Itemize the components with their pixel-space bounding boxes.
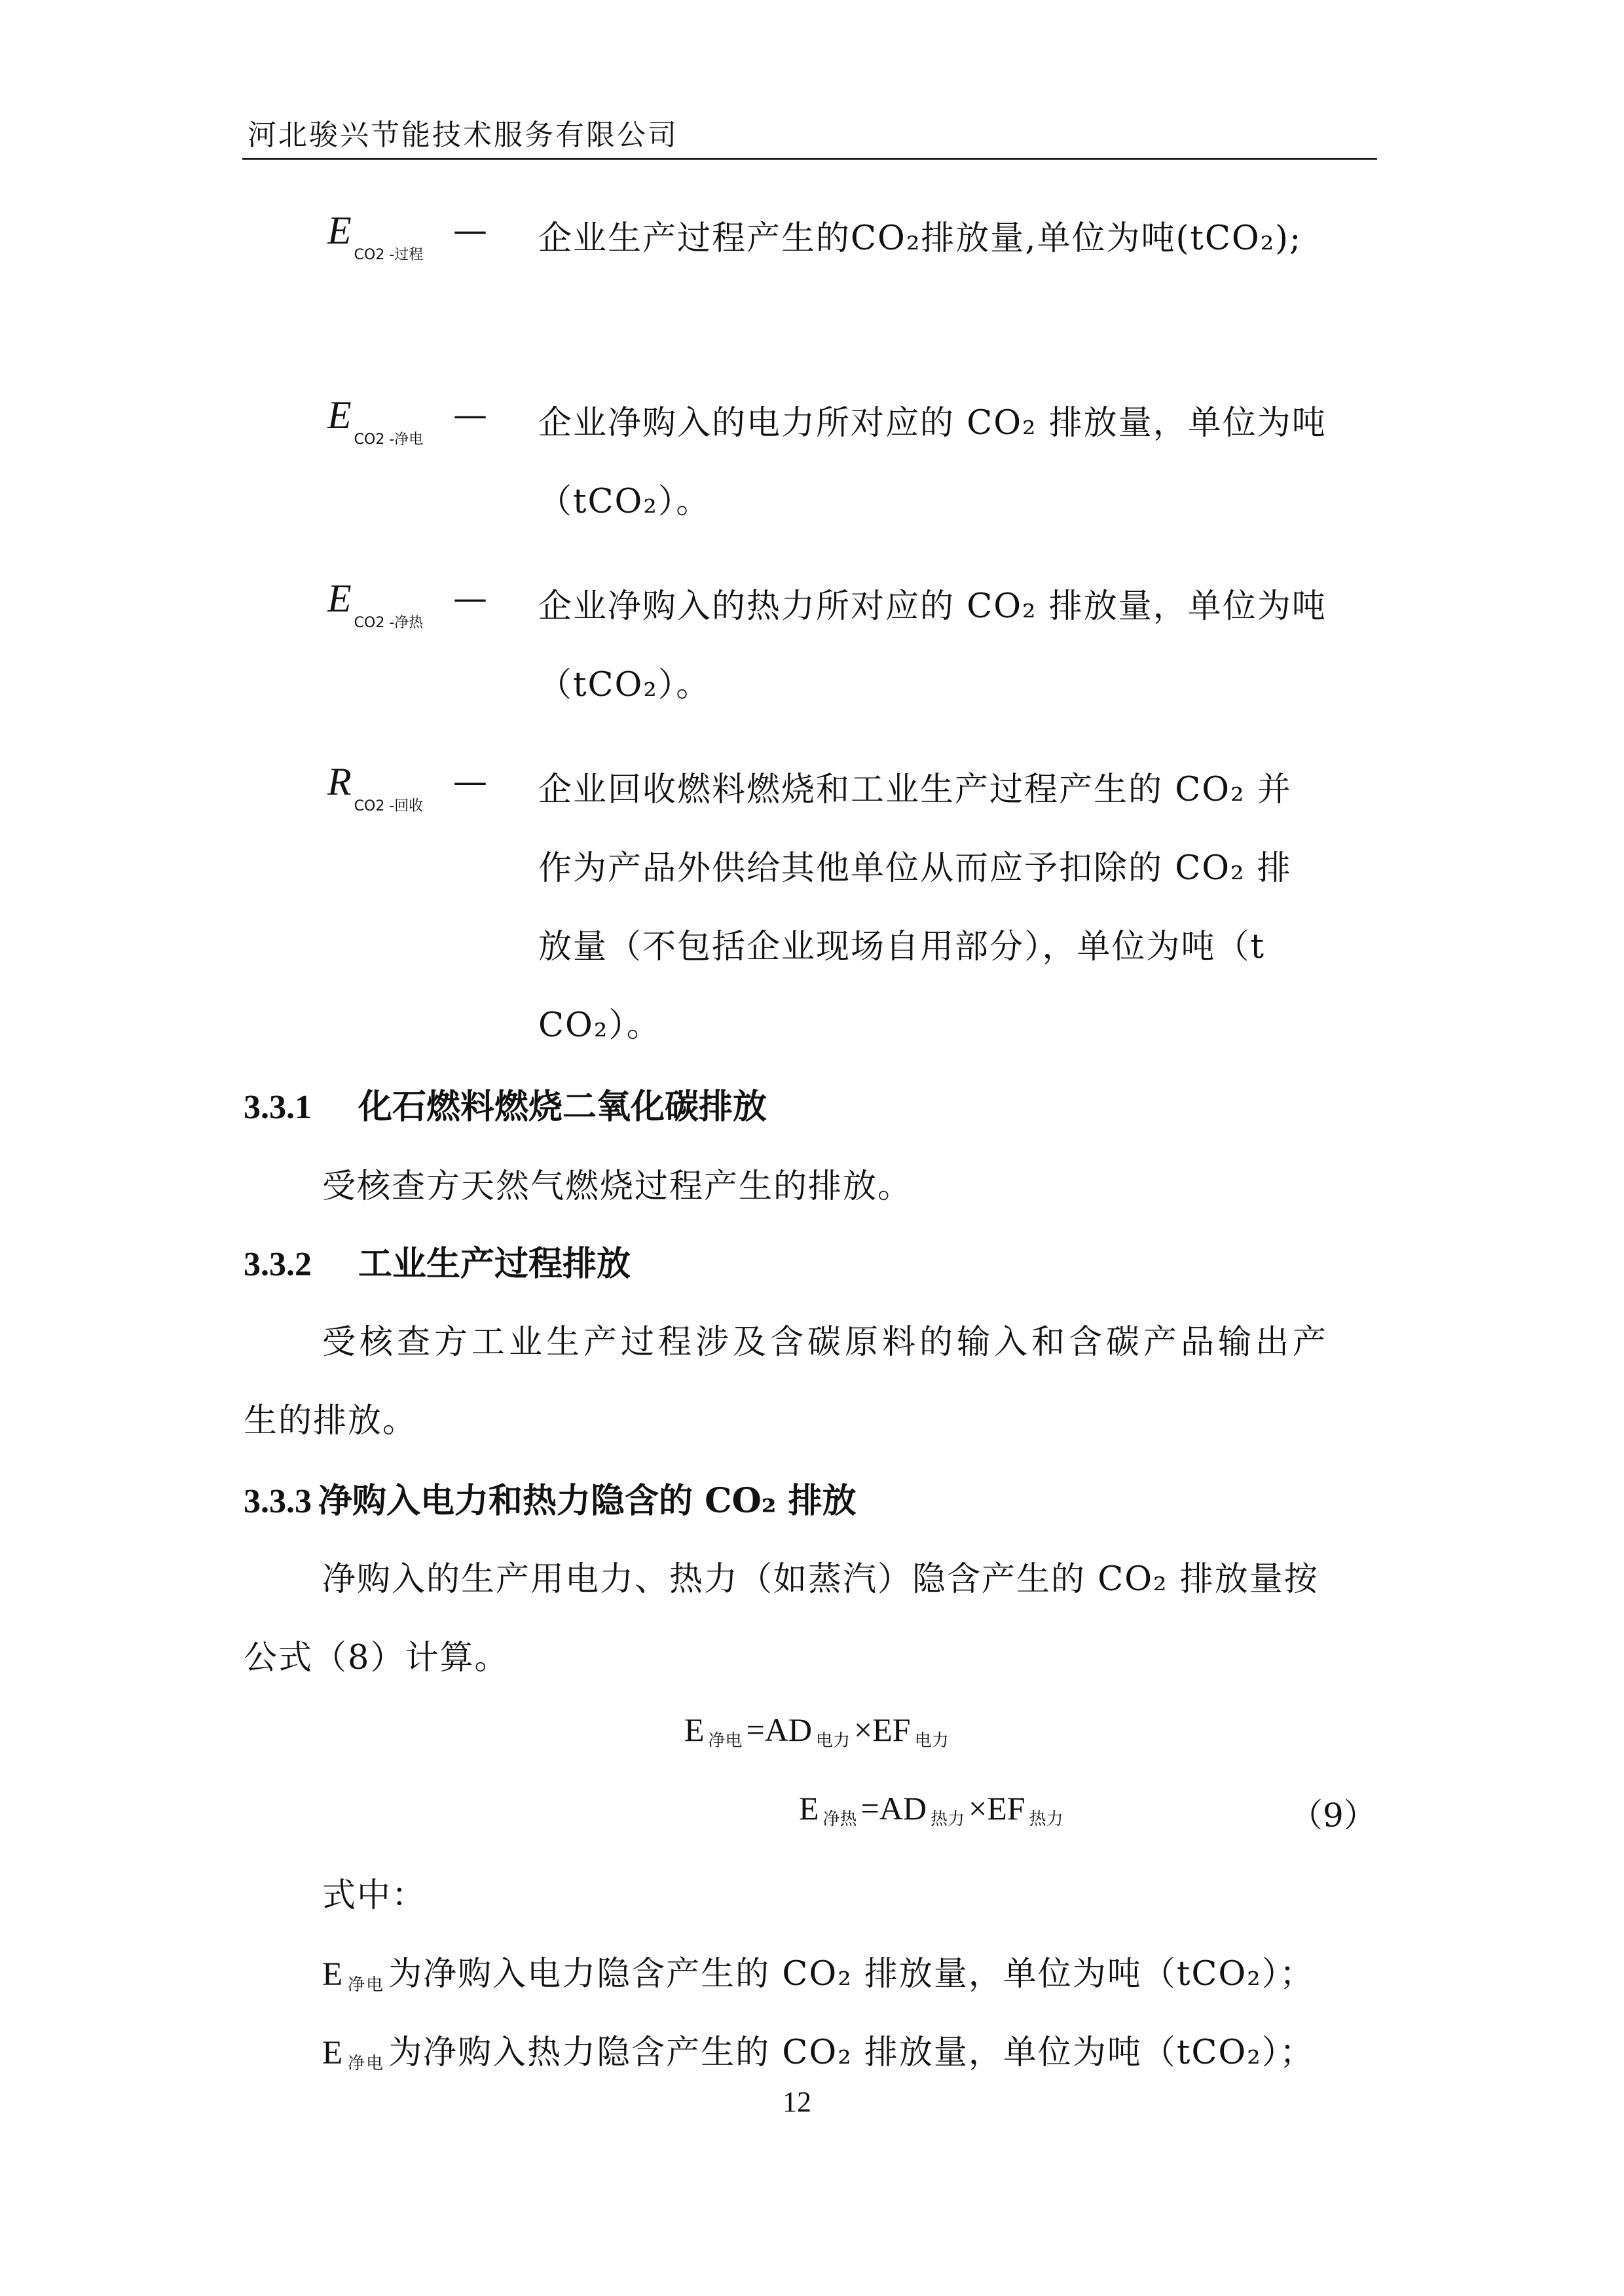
definition-text: 企业净购入的热力所对应的 CO₂ 排放量，单位为吨 <box>538 587 1327 626</box>
where-item: E净电 为净购入热力隐含产生的 CO₂ 排放量，单位为吨（tCO₂）； <box>322 2033 1315 2073</box>
page-number: 12 <box>783 2086 811 2118</box>
section-heading: 3.3.1 化石燃料燃烧二氧化碳排放 <box>244 1087 767 1127</box>
formula-net-heat: E净热 =AD 热力 ×EF 热力 <box>799 1790 1063 1829</box>
section-heading: 3.3.3 净购入电力和热力隐含的 CO₂ 排放 <box>244 1481 857 1521</box>
formula-net-electricity: E净电 =AD 电力 ×EF 电力 <box>684 1711 949 1751</box>
definition-symbol: $E_{CO2 -净热}$ <box>327 577 424 631</box>
section-paragraph: 生的排放。 <box>244 1402 418 1440</box>
section-paragraph: 净购入的生产用电力、热力（如蒸汽）隐含产生的 CO₂ 排放量按 <box>322 1560 1319 1599</box>
definition-text: 企业回收燃料燃烧和工业生产过程产生的 CO₂ 并 <box>538 771 1292 809</box>
section-paragraph: 公式（8）计算。 <box>244 1639 509 1677</box>
definition-dash: — <box>453 395 487 435</box>
definition-text: 企业生产过程产生的CO₂排放量,单位为吨(tCO₂); <box>538 219 1302 258</box>
where-label: 式中： <box>322 1876 427 1915</box>
definition-dash: — <box>453 762 487 801</box>
where-item: E净电 为净购入电力隐含产生的 CO₂ 排放量，单位为吨（tCO₂）； <box>322 1955 1315 1995</box>
equation-number: （9） <box>1290 1796 1376 1834</box>
definition-text: （tCO₂）。 <box>538 666 711 704</box>
definition-text: （tCO₂）。 <box>538 483 711 521</box>
section-paragraph: 受核查方工业生产过程涉及含碳原料的输入和含碳产品输出产 <box>322 1323 1331 1362</box>
definition-dash: — <box>453 211 487 250</box>
section-heading: 3.3.2 工业生产过程排放 <box>244 1244 631 1284</box>
header-divider <box>242 158 1377 160</box>
definition-dash: — <box>453 579 487 618</box>
definition-symbol: $E_{CO2 -净电}$ <box>327 393 424 448</box>
definition-text: 作为产品外供给其他单位从而应予扣除的 CO₂ 排 <box>538 849 1292 888</box>
definition-symbol: $E_{CO2 -过程}$ <box>327 209 424 263</box>
definition-text: 放量（不包括企业现场自用部分），单位为吨（t <box>538 928 1265 966</box>
definition-text: CO₂）。 <box>538 1006 661 1045</box>
definition-symbol: $R_{CO2 -回收}$ <box>327 760 424 814</box>
definition-text: 企业净购入的电力所对应的 CO₂ 排放量，单位为吨 <box>538 404 1327 443</box>
header-company-name: 河北骏兴节能技术服务有限公司 <box>248 118 678 152</box>
section-paragraph: 受核查方天然气燃烧过程产生的排放。 <box>322 1167 913 1206</box>
